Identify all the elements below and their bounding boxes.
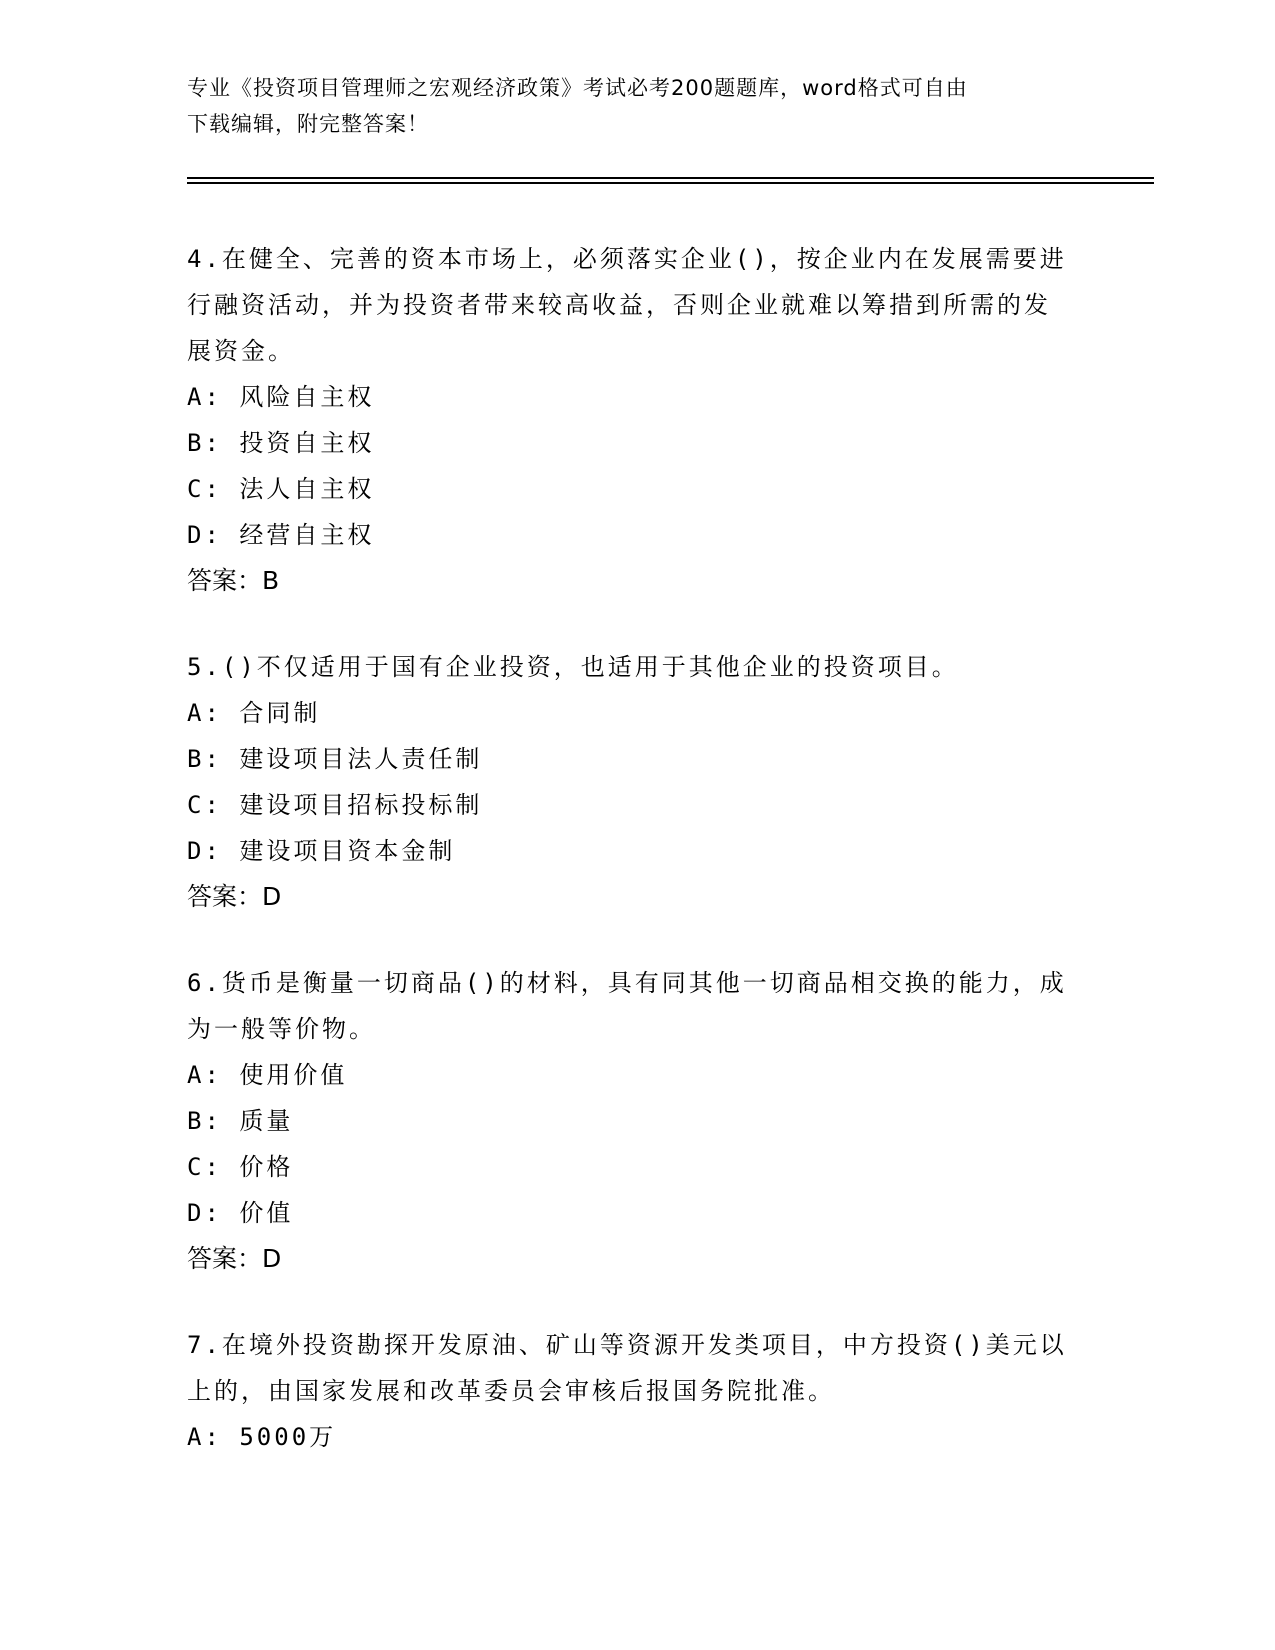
answer-line: 答案：D bbox=[187, 882, 282, 911]
option-c: C: 建设项目招标投标制 bbox=[187, 791, 483, 819]
question-5 bbox=[187, 644, 1067, 920]
header-line-2: 下载编辑，附完整答案！ bbox=[187, 112, 429, 136]
question-stem: 7.在境外投资勘探开发原油、矿山等资源开发类项目，中方投资()美元以上的，由国家发展和改革委员会审核后报国务院批准。 bbox=[187, 1331, 1067, 1405]
header-divider-top bbox=[187, 177, 1154, 179]
header-line-1: 专业《投资项目管理师之宏观经济政策》考试必考200题题库，word格式可自由 bbox=[187, 76, 968, 100]
option-d: D: 建设项目资本金制 bbox=[187, 837, 456, 865]
option-a: A: 风险自主权 bbox=[187, 383, 375, 411]
option-b: B: 投资自主权 bbox=[187, 429, 375, 457]
option-a: A: 使用价值 bbox=[187, 1061, 348, 1089]
option-d: D: 经营自主权 bbox=[187, 521, 375, 549]
option-c: C: 价格 bbox=[187, 1153, 294, 1181]
option-b: B: 建设项目法人责任制 bbox=[187, 745, 483, 773]
option-c: C: 法人自主权 bbox=[187, 475, 375, 503]
question-stem: 5.()不仅适用于国有企业投资，也适用于其他企业的投资项目。 bbox=[187, 653, 959, 681]
option-b: B: 质量 bbox=[187, 1107, 294, 1135]
option-d: D: 价值 bbox=[187, 1199, 294, 1227]
option-a: A: 合同制 bbox=[187, 699, 321, 727]
answer-line: 答案：B bbox=[187, 566, 280, 595]
question-4 bbox=[187, 236, 1067, 604]
answer-line: 答案：D bbox=[187, 1244, 282, 1273]
header-divider-bottom bbox=[187, 182, 1154, 184]
option-a: A: 5000万 bbox=[187, 1423, 337, 1451]
question-stem: 4.在健全、完善的资本市场上，必须落实企业()，按企业内在发展需要进行融资活动，并为投资者带来较高收益，否则企业就难以筹措到所需的发展资金。 bbox=[187, 245, 1067, 365]
question-stem: 6.货币是衡量一切商品()的材料，具有同其他一切商品相交换的能力，成为一般等价物。 bbox=[187, 969, 1067, 1043]
document-header bbox=[187, 70, 1067, 142]
question-list bbox=[187, 236, 1067, 1500]
question-6 bbox=[187, 960, 1067, 1282]
question-7 bbox=[187, 1322, 1067, 1460]
